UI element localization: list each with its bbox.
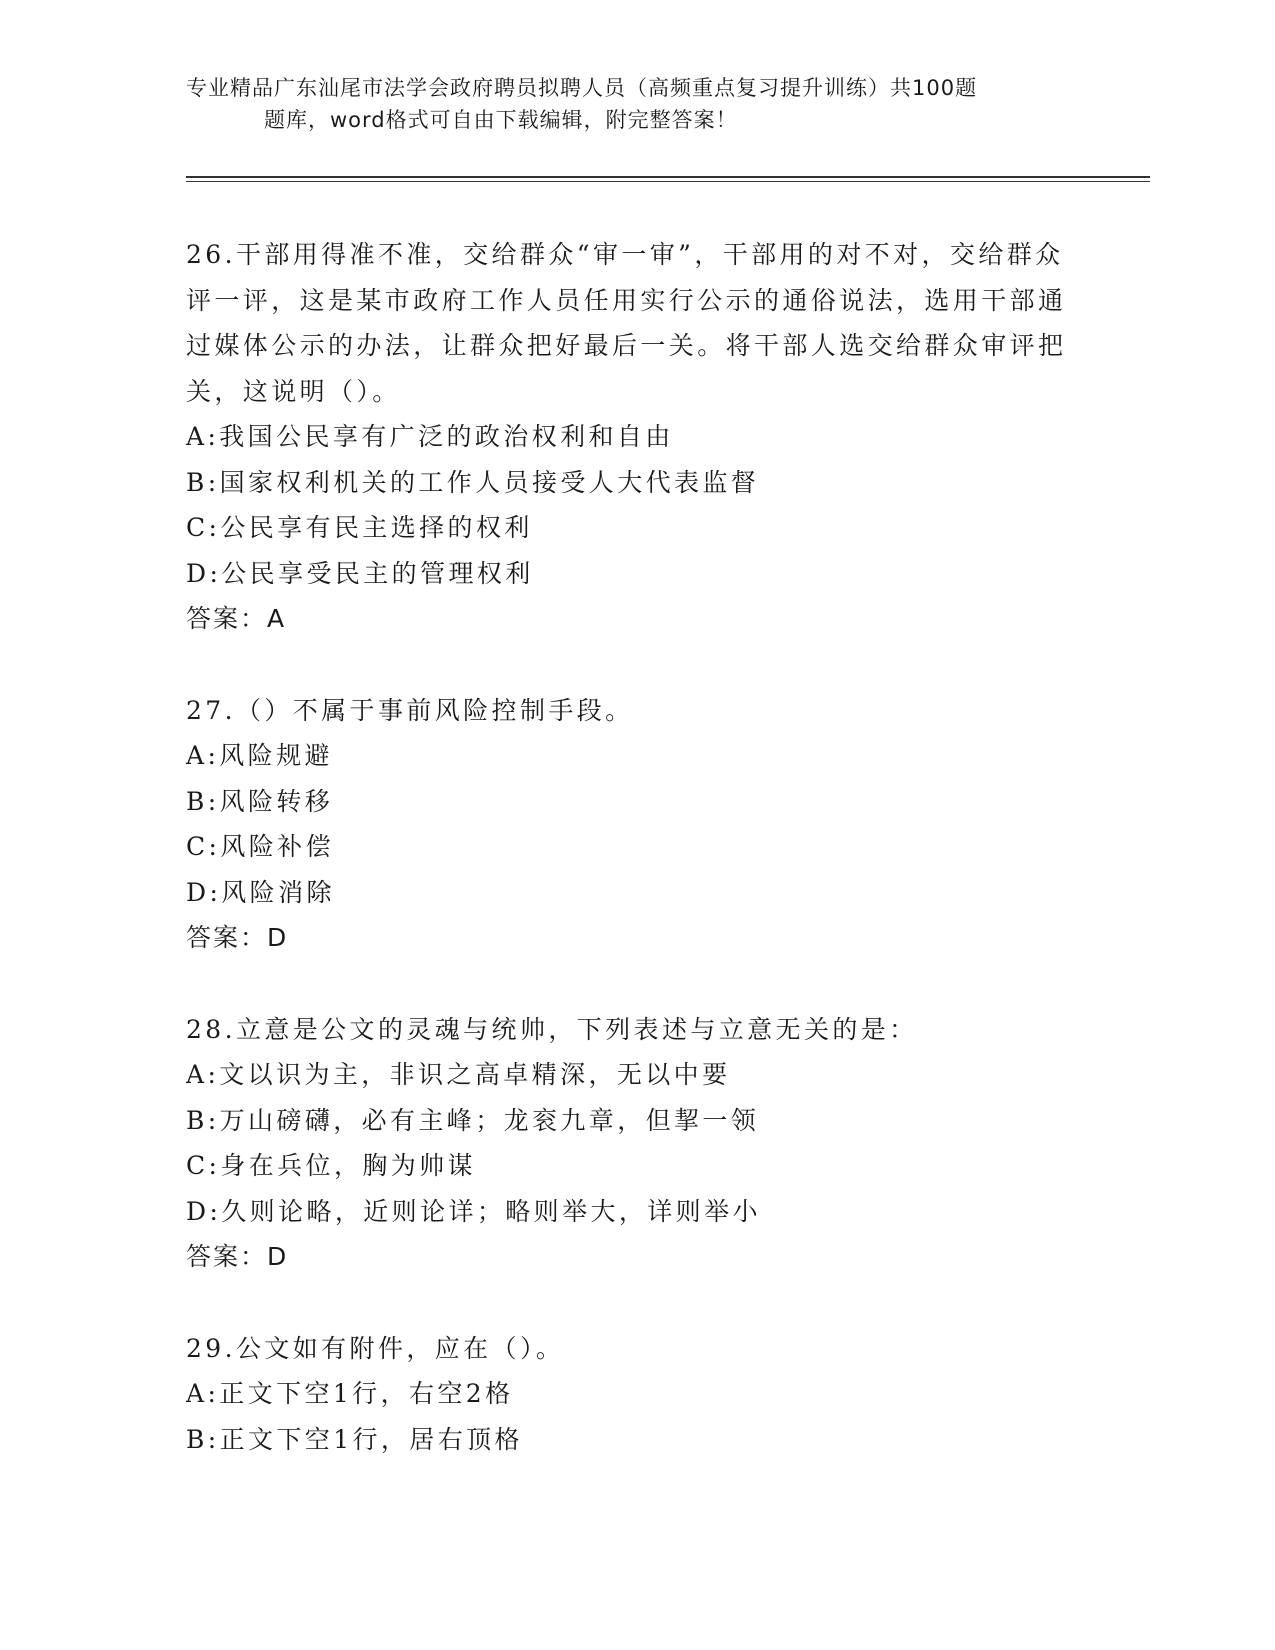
- header-title-line2: 题库，word格式可自由下载编辑，附完整答案！: [264, 108, 738, 132]
- option-d: D:久则论略，近则论详；略则举大，详则举小: [186, 1196, 761, 1226]
- question-28: [186, 1007, 1086, 1280]
- option-d: D:公民享受民主的管理权利: [186, 558, 534, 588]
- option-b: B:风险转移: [186, 786, 334, 816]
- answer-label: 答案：D: [186, 1242, 289, 1271]
- question-text: 27.（）不属于事前风险控制手段。: [186, 695, 634, 725]
- answer-label: 答案：D: [186, 923, 289, 952]
- option-b: B:万山磅礴，必有主峰；龙衮九章，但挈一领: [186, 1105, 760, 1135]
- question-29: [186, 1326, 1086, 1463]
- header-title-line1: 专业精品广东汕尾市法学会政府聘员拟聘人员（高频重点复习提升训练）共100题: [186, 76, 978, 100]
- option-a: A:我国公民享有广泛的政治权利和自由: [186, 422, 674, 451]
- document-header: [186, 72, 1106, 136]
- option-b: B:国家权利机关的工作人员接受人大代表监督: [186, 467, 760, 497]
- question-text: 29.公文如有附件，应在（）。: [186, 1333, 565, 1363]
- option-b: B:正文下空1行，居右顶格: [186, 1424, 523, 1454]
- option-c: C:风险补偿: [186, 832, 334, 861]
- option-a: A:文以识为主，非识之高卓精深，无以中要: [186, 1060, 731, 1089]
- option-c: C:公民享有民主选择的权利: [186, 513, 533, 542]
- question-26: [186, 232, 1086, 642]
- question-27: [186, 688, 1086, 961]
- question-text: 28.立意是公文的灵魂与统帅，下列表述与立意无关的是：: [186, 1014, 918, 1044]
- option-a: A:正文下空1行，右空2格: [186, 1379, 514, 1408]
- option-a: A:风险规避: [186, 741, 333, 770]
- option-d: D:风险消除: [186, 877, 335, 907]
- header-divider: [186, 176, 1150, 178]
- question-list: [186, 232, 1086, 1508]
- header-divider-thin: [186, 181, 1150, 182]
- answer-label: 答案：A: [186, 604, 287, 633]
- option-c: C:身在兵位，胸为帅谋: [186, 1151, 476, 1180]
- question-text: 26.干部用得准不准，交给群众“审一审”，干部用的对不对，交给群众评一评，这是某市政府工作人员任用实行公示的通俗说法，选用干部通过媒体公示的办法，让群众把好最后一关。将干部人选交给群众审评把关，这说明（）。: [186, 240, 1067, 406]
